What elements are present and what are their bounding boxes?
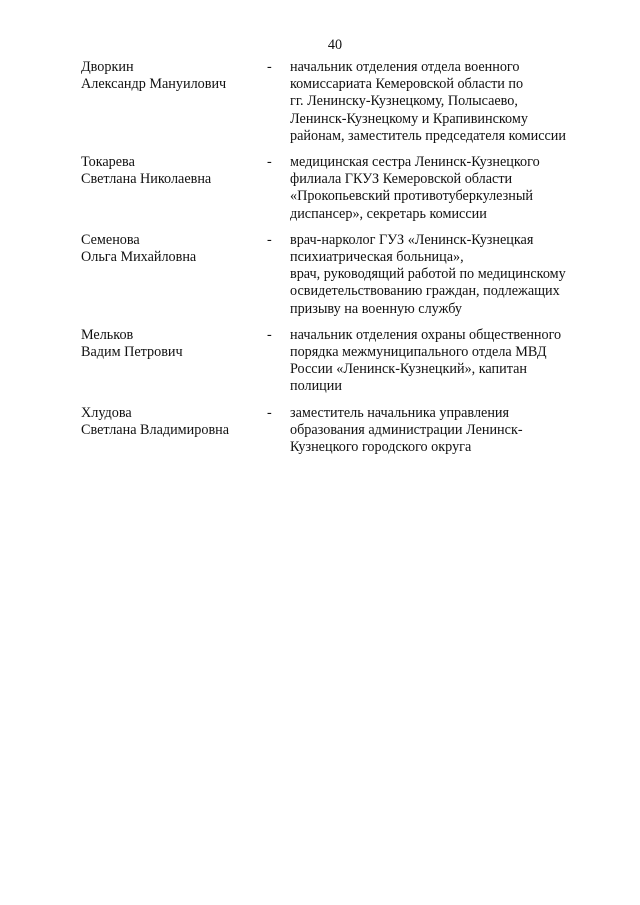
commission-member-list <box>81 59 601 465</box>
member-surname: Токарева <box>81 154 135 171</box>
member-given-names: Светлана Николаевна <box>81 171 212 188</box>
member-dash: - <box>267 59 272 75</box>
member-role-line: «Прокопьевский противотуберкулезный <box>290 188 533 205</box>
member-role-line: освидетельствованию граждан, подлежащих <box>290 283 560 300</box>
member-dash: - <box>267 404 272 421</box>
member-surname: Мельков <box>81 326 134 343</box>
member-given-names: Светлана Владимировна <box>81 421 230 438</box>
member-role-line: образования администрации Ленинск- <box>290 421 523 438</box>
member-entry <box>81 327 601 396</box>
member-role-line: Ленинск-Кузнецкому и Крапивинскому <box>290 110 528 127</box>
member-entry <box>81 59 601 145</box>
member-role-line: диспансер», секретарь комиссии <box>290 205 487 222</box>
member-role <box>290 154 595 223</box>
member-role-line: комиссариата Кемеровской области по <box>290 76 524 93</box>
member-role-line: России «Ленинск-Кузнецкий», капитан <box>290 361 527 378</box>
member-surname: Дворкин <box>81 59 134 75</box>
member-role-line: врач, руководящий работой по медицинскому <box>290 266 566 283</box>
member-role-line: заместитель начальника управления <box>290 404 510 421</box>
member-dash: - <box>267 326 272 343</box>
member-entry <box>81 154 601 223</box>
member-role-line: полиции <box>290 378 342 395</box>
member-role-line: Кузнецкого городского округа <box>290 439 472 456</box>
member-role <box>290 327 595 396</box>
member-given-names: Ольга Михайловна <box>81 249 197 266</box>
member-role <box>290 405 595 457</box>
member-name <box>81 232 267 318</box>
member-role-line: районам, заместитель председателя комиссии <box>290 127 566 144</box>
member-surname: Хлудова <box>81 404 132 421</box>
member-role <box>290 59 595 145</box>
member-role-line: начальник отделения отдела военного <box>290 59 520 75</box>
page-number: 40 <box>327 37 343 53</box>
member-dash: - <box>267 231 272 248</box>
member-role-line: порядка межмуниципального отдела МВД <box>290 344 547 361</box>
member-role-line: психиатрическая больница», <box>290 249 464 266</box>
member-role-line: медицинская сестра Ленинск-Кузнецкого <box>290 154 540 171</box>
member-name <box>81 327 267 396</box>
member-given-names: Александр Мануилович <box>81 76 227 93</box>
member-entry <box>81 232 601 318</box>
member-entry <box>81 405 601 457</box>
member-surname: Семенова <box>81 231 140 248</box>
member-name <box>81 405 267 457</box>
member-given-names: Вадим Петрович <box>81 344 183 361</box>
member-role-line: начальник отделения охраны общественного <box>290 326 562 343</box>
member-name <box>81 59 267 145</box>
member-role-line: призыву на военную службу <box>290 300 462 317</box>
member-name <box>81 154 267 223</box>
member-role <box>290 232 595 318</box>
member-role-line: гг. Ленинску-Кузнецкому, Полысаево, <box>290 93 518 110</box>
member-role-line: филиала ГКУЗ Кемеровской области <box>290 171 513 188</box>
member-dash: - <box>267 154 272 171</box>
member-role-line: врач-нарколог ГУЗ «Ленинск-Кузнецкая <box>290 231 534 248</box>
